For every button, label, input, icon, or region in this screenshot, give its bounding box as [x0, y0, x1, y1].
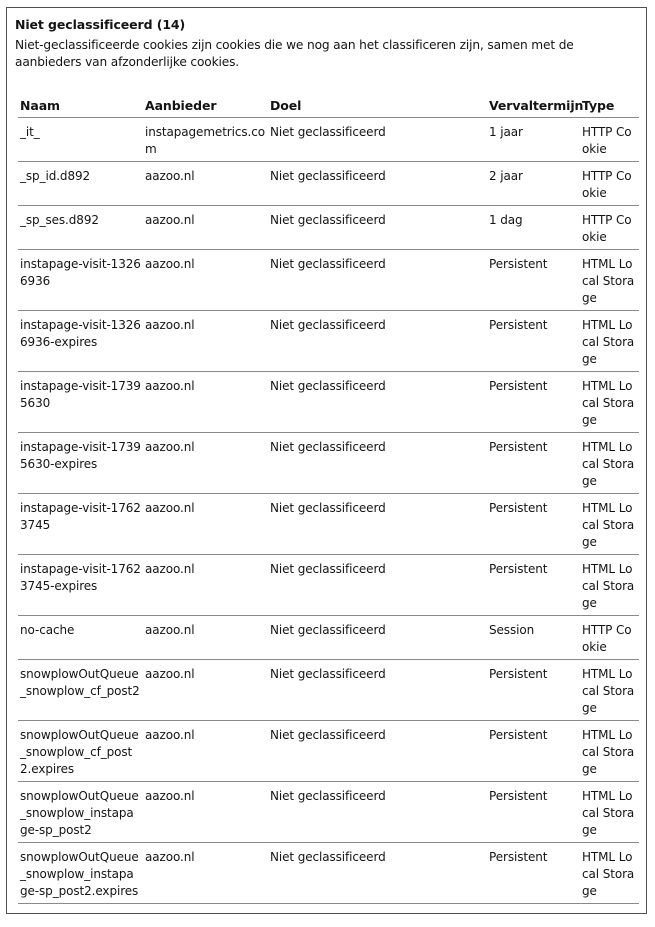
cookie-purpose-cell: Niet geclassificeerd — [268, 372, 487, 433]
cookie-expiry-cell: Persistent — [487, 721, 580, 782]
cookie-name-cell: snowplowOutQueue_snowplow_cf_post2.expires — [18, 721, 143, 782]
cookie-purpose-cell: Niet geclassificeerd — [268, 433, 487, 494]
cookie-name-cell: snowplowOutQueue_snowplow_cf_post2 — [18, 660, 143, 721]
cookie-expiry-cell: Persistent — [487, 372, 580, 433]
cookie-category-panel — [6, 7, 647, 914]
cookie-expiry-cell: Persistent — [487, 555, 580, 616]
cookie-expiry-cell: Session — [487, 616, 580, 660]
cookie-provider-cell: instapagemetrics.com — [143, 118, 268, 162]
cookie-type-cell: HTTP Cookie — [580, 118, 639, 162]
cookie-type-cell: HTML Local Storage — [580, 372, 639, 433]
cookie-purpose-cell: Niet geclassificeerd — [268, 118, 487, 162]
cookie-purpose-cell: Niet geclassificeerd — [268, 843, 487, 904]
cookie-name-cell: snowplowOutQueue_snowplow_instapage-sp_post2.expires — [18, 843, 143, 904]
cookie-purpose-cell: Niet geclassificeerd — [268, 782, 487, 843]
cookie-expiry-cell: Persistent — [487, 843, 580, 904]
cookie-type-cell: HTML Local Storage — [580, 250, 639, 311]
cookie-expiry-cell: Persistent — [487, 433, 580, 494]
category-description: Niet-geclassificeerde cookies zijn cookies die we nog aan het classificeren zijn, samen met de aanbieders van afzonderlijke cookies. — [15, 38, 574, 69]
cookie-expiry-cell: Persistent — [487, 660, 580, 721]
cookie-purpose-cell: Niet geclassificeerd — [268, 206, 487, 250]
cookie-type-cell: HTTP Cookie — [580, 616, 639, 660]
cookie-type-cell: HTML Local Storage — [580, 555, 639, 616]
table-row — [18, 494, 639, 555]
cookie-name-cell: instapage-visit-13266936-expires — [18, 311, 143, 372]
cookie-expiry-cell: 1 dag — [487, 206, 580, 250]
table-row — [18, 616, 639, 660]
table-row — [18, 433, 639, 494]
cookie-type-cell: HTML Local Storage — [580, 721, 639, 782]
cookie-type-cell: HTML Local Storage — [580, 433, 639, 494]
column-header-type: Type — [580, 92, 639, 118]
cookie-provider-cell: aazoo.nl — [143, 782, 268, 843]
cookie-type-cell: HTML Local Storage — [580, 782, 639, 843]
cookie-purpose-cell: Niet geclassificeerd — [268, 494, 487, 555]
table-row — [18, 162, 639, 206]
cookie-expiry-cell: Persistent — [487, 311, 580, 372]
column-header-naam: Naam — [18, 92, 143, 118]
cookie-type-cell: HTTP Cookie — [580, 206, 639, 250]
column-header-aanbieder: Aanbieder — [143, 92, 268, 118]
cookie-type-cell: HTTP Cookie — [580, 162, 639, 206]
cookie-provider-cell: aazoo.nl — [143, 494, 268, 555]
cookie-provider-cell: aazoo.nl — [143, 206, 268, 250]
cookie-expiry-cell: Persistent — [487, 782, 580, 843]
column-header-vervaltermijn: Vervaltermijn — [487, 92, 580, 118]
cookie-provider-cell: aazoo.nl — [143, 660, 268, 721]
category-title: Niet geclassificeerd (14) — [15, 17, 186, 32]
cookie-name-cell: instapage-visit-17395630 — [18, 372, 143, 433]
cookie-name-cell: _it_ — [18, 118, 143, 162]
cookie-purpose-cell: Niet geclassificeerd — [268, 162, 487, 206]
table-row — [18, 721, 639, 782]
cookie-provider-cell: aazoo.nl — [143, 311, 268, 372]
cookie-name-cell: instapage-visit-17623745-expires — [18, 555, 143, 616]
table-row — [18, 372, 639, 433]
cookie-provider-cell: aazoo.nl — [143, 250, 268, 311]
cookie-type-cell: HTML Local Storage — [580, 311, 639, 372]
cookie-purpose-cell: Niet geclassificeerd — [268, 616, 487, 660]
table-row — [18, 660, 639, 721]
cookie-type-cell: HTML Local Storage — [580, 494, 639, 555]
cookie-name-cell: snowplowOutQueue_snowplow_instapage-sp_post2 — [18, 782, 143, 843]
cookie-name-cell: instapage-visit-13266936 — [18, 250, 143, 311]
cookie-purpose-cell: Niet geclassificeerd — [268, 721, 487, 782]
cookie-name-cell: _sp_ses.d892 — [18, 206, 143, 250]
table-row — [18, 206, 639, 250]
cookie-purpose-cell: Niet geclassificeerd — [268, 311, 487, 372]
table-row — [18, 311, 639, 372]
cookie-expiry-cell: Persistent — [487, 250, 580, 311]
cookie-name-cell: _sp_id.d892 — [18, 162, 143, 206]
table-row — [18, 118, 639, 162]
cookie-provider-cell: aazoo.nl — [143, 372, 268, 433]
cookie-expiry-cell: 2 jaar — [487, 162, 580, 206]
cookie-provider-cell: aazoo.nl — [143, 721, 268, 782]
cookie-purpose-cell: Niet geclassificeerd — [268, 660, 487, 721]
cookie-provider-cell: aazoo.nl — [143, 843, 268, 904]
cookie-provider-cell: aazoo.nl — [143, 433, 268, 494]
cookie-provider-cell: aazoo.nl — [143, 616, 268, 660]
cookie-purpose-cell: Niet geclassificeerd — [268, 250, 487, 311]
cookie-type-cell: HTML Local Storage — [580, 660, 639, 721]
cookie-expiry-cell: Persistent — [487, 494, 580, 555]
column-header-doel: Doel — [268, 92, 487, 118]
cookie-name-cell: no-cache — [18, 616, 143, 660]
table-row — [18, 843, 639, 904]
cookie-type-cell: HTML Local Storage — [580, 843, 639, 904]
cookie-provider-cell: aazoo.nl — [143, 162, 268, 206]
cookie-expiry-cell: 1 jaar — [487, 118, 580, 162]
cookie-name-cell: instapage-visit-17623745 — [18, 494, 143, 555]
cookie-name-cell: instapage-visit-17395630-expires — [18, 433, 143, 494]
table-header-row — [18, 92, 639, 118]
cookie-table — [18, 92, 639, 904]
table-row — [18, 555, 639, 616]
cookie-provider-cell: aazoo.nl — [143, 555, 268, 616]
table-row — [18, 782, 639, 843]
cookie-purpose-cell: Niet geclassificeerd — [268, 555, 487, 616]
table-row — [18, 250, 639, 311]
